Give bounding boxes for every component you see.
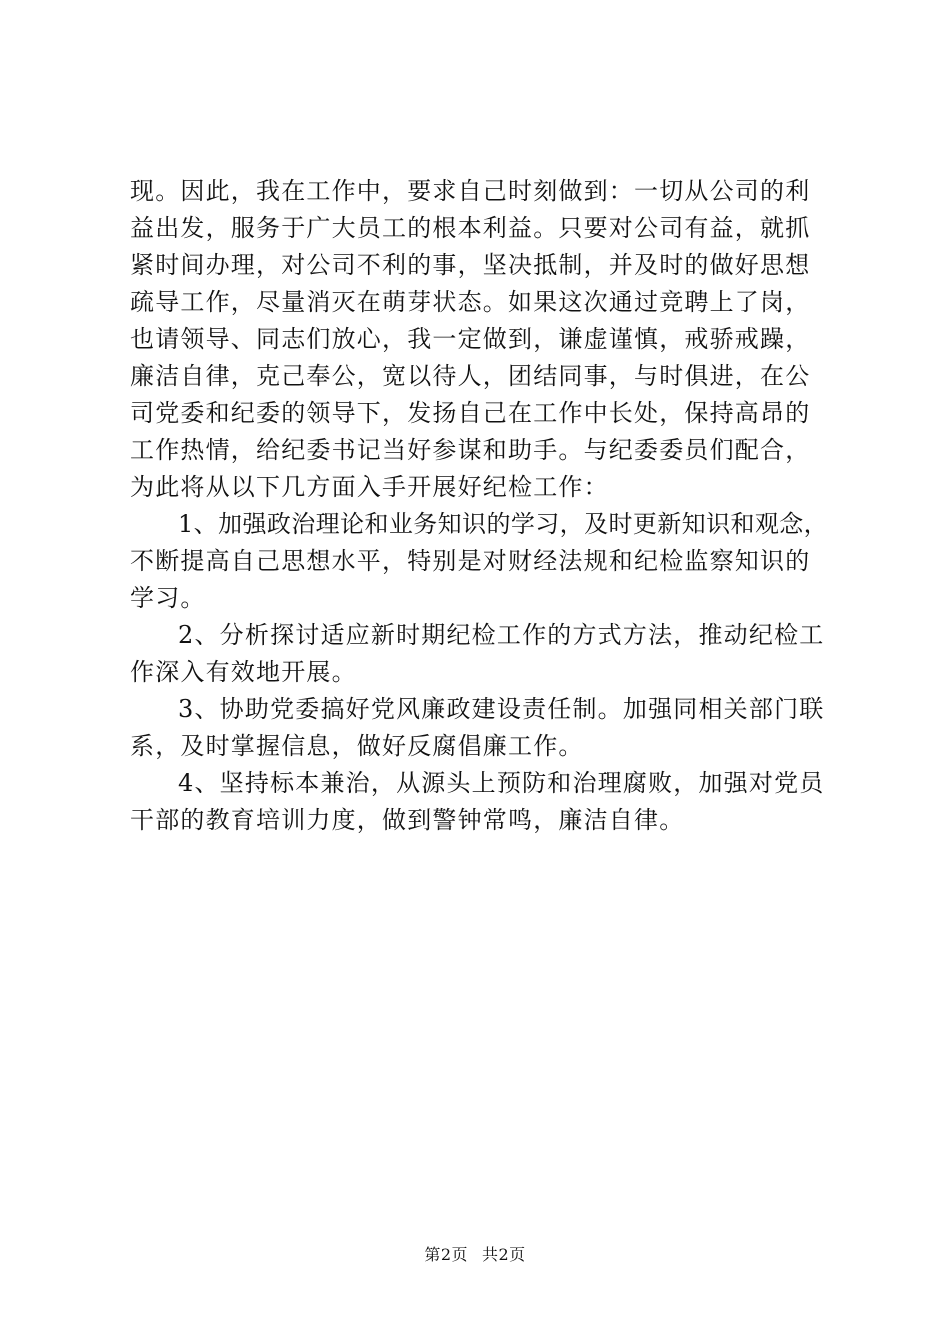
text-line: 也请领导、同志们放心，我一定做到，谦虚谨慎，戒骄戒躁， (130, 325, 811, 353)
text-line: 学习。 (130, 584, 206, 612)
text-line: 为此将从以下几方面入手开展好纪检工作： (130, 473, 609, 501)
text-line: 不断提高自己思想水平，特别是对财经法规和纪检监察知识的 (130, 547, 811, 575)
list-item-2-line: 2、分析探讨适应新时期纪检工作的方式方法，推动纪检工 (178, 621, 825, 649)
list-item-3-line: 3、协助党委搞好党风廉政建设责任制。加强同相关部门联 (178, 695, 825, 723)
page-total: 共2页 (482, 1245, 526, 1264)
text-line: 工作热情，给纪委书记当好参谋和助手。与纪委委员们配合， (130, 436, 811, 464)
document-body (130, 173, 830, 839)
text-line: 干部的教育培训力度，做到警钟常鸣，廉洁自律。 (130, 806, 685, 834)
page-number: 第2页 (424, 1245, 468, 1264)
text-line: 廉洁自律，克己奉公，宽以待人，团结同事，与时俱进，在公 (130, 362, 811, 390)
text-line: 作深入有效地开展。 (130, 658, 357, 686)
text-line: 紧时间办理，对公司不利的事，坚决抵制，并及时的做好思想 (130, 251, 811, 279)
list-item-1-line: 1、加强政治理论和业务知识的学习，及时更新知识和观念， (178, 510, 829, 538)
text-line: 司党委和纪委的领导下，发扬自己在工作中长处，保持高昂的 (130, 399, 811, 427)
text-line: 益出发，服务于广大员工的根本利益。只要对公司有益，就抓 (130, 214, 811, 242)
page-footer (0, 1242, 950, 1265)
text-line: 疏导工作，尽量消灭在萌芽状态。如果这次通过竞聘上了岗， (130, 288, 811, 316)
text-line: 系，及时掌握信息，做好反腐倡廉工作。 (130, 732, 584, 760)
list-item-4-line: 4、坚持标本兼治，从源头上预防和治理腐败，加强对党员 (178, 769, 825, 797)
text-line: 现。因此，我在工作中，要求自己时刻做到：一切从公司的利 (130, 177, 811, 205)
